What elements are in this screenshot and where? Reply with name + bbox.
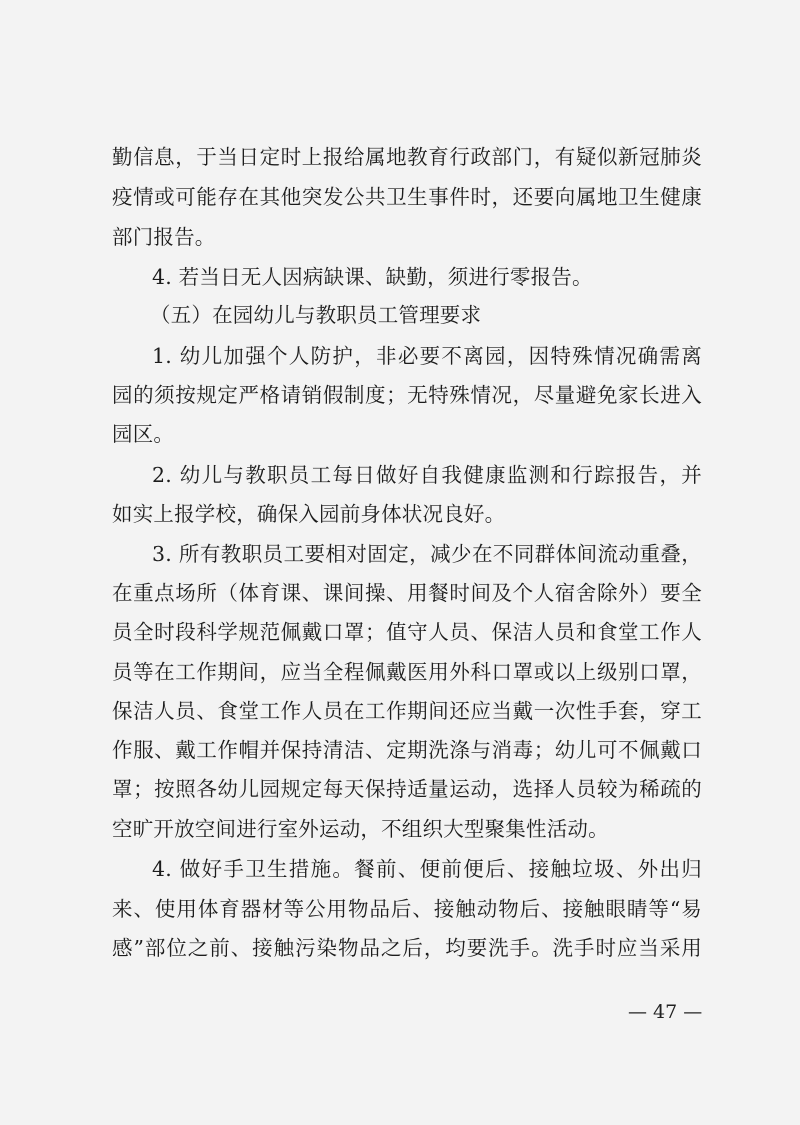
paragraph-line-12: 在重点场所（体育课、课间操、用餐时间及个人宿舍除外）要全 [112, 581, 702, 605]
page-number: — 47 — [628, 1001, 703, 1023]
paragraph-line-14: 员等在工作期间，应当全程佩戴医用外科口罩或以上级别口罩， [112, 660, 702, 684]
paragraph-line-6: 1. 幼儿加强个人防护，非必要不离园，因特殊情况确需离 [152, 344, 702, 368]
paragraph-line-8: 园区。 [112, 422, 175, 446]
paragraph-line-2: 疫情或可能存在其他突发公共卫生事件时，还要向属地卫生健康 [112, 185, 702, 209]
paragraph-line-3: 部门报告。 [112, 225, 216, 249]
paragraph-line-16: 作服、戴工作帽并保持清洁、定期洗涤与消毒；幼儿可不佩戴口 [112, 738, 702, 762]
paragraph-line-9: 2. 幼儿与教职员工每日做好自我健康监测和行踪报告，并 [152, 463, 702, 487]
paragraph-line-4: 4. 若当日无人因病缺课、缺勤，须进行零报告。 [152, 265, 593, 289]
paragraph-line-17: 罩；按照各幼儿园规定每天保持适量运动，选择人员较为稀疏的 [112, 777, 702, 801]
paragraph-line-19: 4. 做好手卫生措施。餐前、便前便后、接触垃圾、外出归 [152, 857, 702, 881]
paragraph-line-20: 来、使用体育器材等公用物品后、接触动物后、接触眼睛等“易 [112, 897, 702, 921]
paragraph-line-15: 保洁人员、食堂工作人员在工作期间还应当戴一次性手套，穿工 [112, 699, 702, 723]
paragraph-line-13: 员全时段科学规范佩戴口罩；值守人员、保洁人员和食堂工作人 [112, 620, 702, 644]
paragraph-line-21: 感”部位之前、接触污染物品之后，均要洗手。洗手时应当采用 [112, 936, 702, 960]
paragraph-line-7: 园的须按规定严格请销假制度；无特殊情况，尽量避免家长进入 [112, 383, 702, 407]
section-heading: （五）在园幼儿与教职员工管理要求 [150, 303, 482, 327]
paragraph-line-11: 3. 所有教职员工要相对固定，减少在不同群体间流动重叠， [152, 542, 702, 566]
paragraph-line-1: 勤信息，于当日定时上报给属地教育行政部门，有疑似新冠肺炎 [112, 145, 702, 169]
paragraph-line-10: 如实上报学校，确保入园前身体状况良好。 [112, 502, 506, 526]
paragraph-line-18: 空旷开放空间进行室外运动，不组织大型聚集性活动。 [112, 817, 609, 841]
